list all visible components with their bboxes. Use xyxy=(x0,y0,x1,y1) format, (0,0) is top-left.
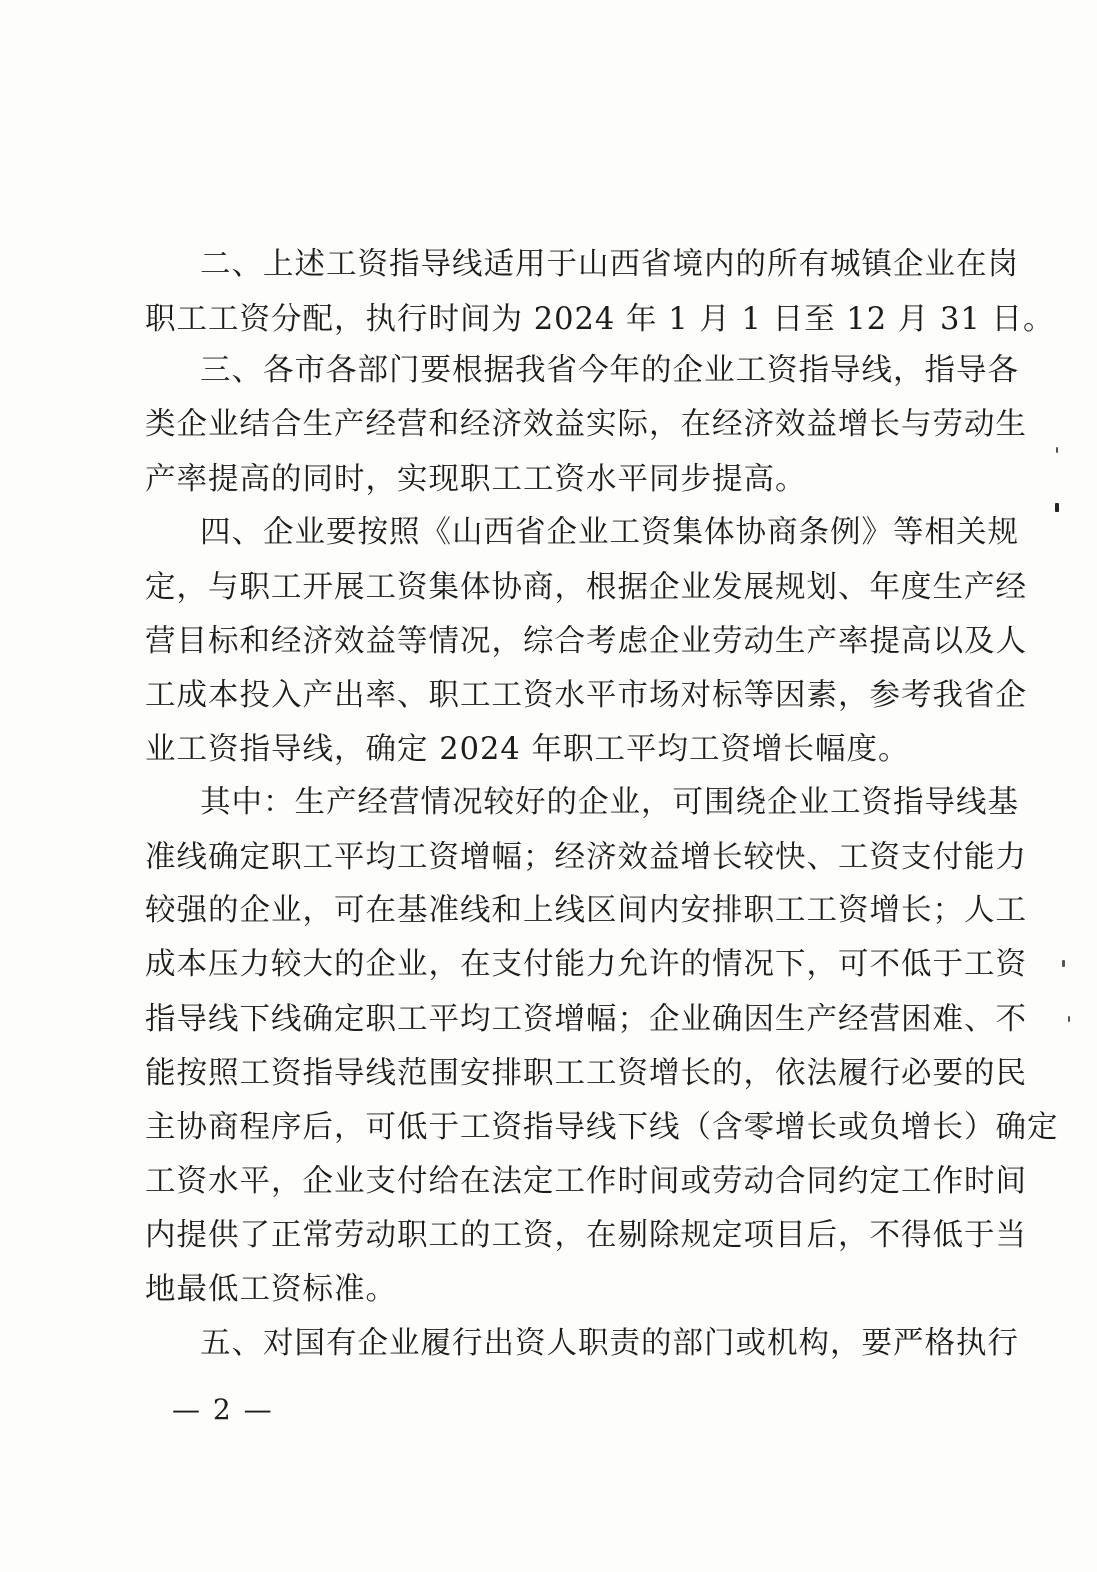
paragraph-5-line-3: 较强的企业，可在基准线和上线区间内安排职工工资增长；人工 xyxy=(145,893,1027,928)
paragraph-5-line-9: 内提供了正常劳动职工的工资，在剔除规定项目后，不得低于当 xyxy=(145,1218,1027,1253)
scan-speck xyxy=(1056,447,1058,453)
paragraph-5-line-10: 地最低工资标准。 xyxy=(145,1272,397,1307)
paragraph-5-line-6: 能按照工资指导线范围安排职工工资增长的，依法履行必要的民 xyxy=(145,1056,1027,1091)
paragraph-5-line-2: 准线确定职工平均工资增幅；经济效益增长较快、工资支付能力 xyxy=(145,840,1027,875)
page-number: — 2 — xyxy=(172,1393,274,1426)
paragraph-5-line-5: 指导线下线确定职工平均工资增幅；企业确因生产经营困难、不 xyxy=(145,1002,1027,1037)
scan-speck xyxy=(1055,503,1059,512)
paragraph-4-line-2: 定，与职工开展工资集体协商，根据企业发展规划、年度生产经 xyxy=(145,570,1027,605)
paragraph-5-line-8: 工资水平，企业支付给在法定工作时间或劳动合同约定工作时间 xyxy=(145,1164,1027,1199)
paragraph-5-line-1: 其中：生产经营情况较好的企业，可围绕企业工资指导线基 xyxy=(200,785,1019,820)
paragraph-4-line-3: 营目标和经济效益等情况，综合考虑企业劳动生产率提高以及人 xyxy=(145,624,1027,659)
scan-speck xyxy=(1062,960,1065,967)
paragraph-3-line-3: 产率提高的同时，实现职工工资水平同步提高。 xyxy=(145,462,807,497)
paragraph-2-line-2: 职工工资分配，执行时间为 2024 年 1 月 1 日至 12 月 31 日。 xyxy=(145,302,1055,337)
paragraph-5-line-7: 主协商程序后，可低于工资指导线下线（含零增长或负增长）确定 xyxy=(145,1110,1059,1145)
paragraph-3-line-2: 类企业结合生产经营和经济效益实际，在经济效益增长与劳动生 xyxy=(145,407,1027,442)
paragraph-4-line-5: 业工资指导线，确定 2024 年职工平均工资增长幅度。 xyxy=(145,732,910,767)
paragraph-4-line-1: 四、企业要按照《山西省企业工资集体协商条例》等相关规 xyxy=(200,515,1019,550)
paragraph-2-line-1: 二、上述工资指导线适用于山西省境内的所有城镇企业在岗 xyxy=(200,247,1019,282)
paragraph-4-line-4: 工成本投入产出率、职工工资水平市场对标等因素，参考我省企 xyxy=(145,678,1027,713)
scan-speck xyxy=(1068,1016,1070,1022)
paragraph-5-line-4: 成本压力较大的企业，在支付能力允许的情况下，可不低于工资 xyxy=(145,947,1027,982)
paragraph-3-line-1: 三、各市各部门要根据我省今年的企业工资指导线，指导各 xyxy=(200,353,1019,388)
paragraph-6-line-1: 五、对国有企业履行出资人职责的部门或机构，要严格执行 xyxy=(200,1326,1019,1361)
